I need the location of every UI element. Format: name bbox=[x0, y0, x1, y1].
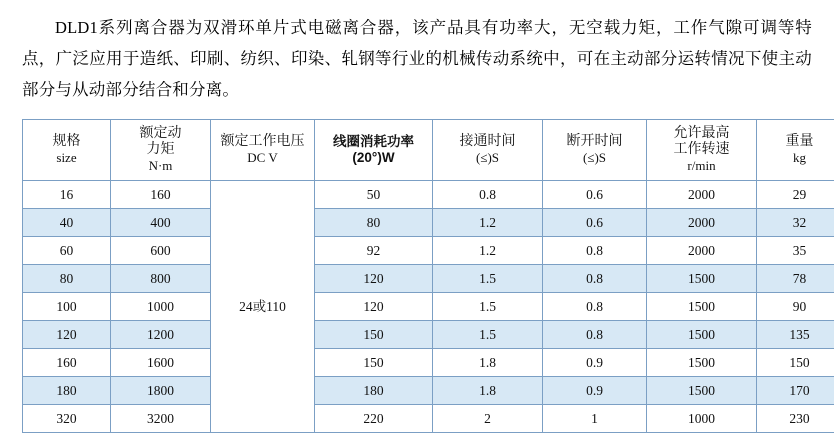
table-body bbox=[23, 181, 834, 433]
header-coil-power: 线圈消耗功率 (20°)W bbox=[315, 120, 433, 181]
cell-engage-time: 1.5 bbox=[433, 293, 543, 321]
cell-release-time: 0.8 bbox=[543, 237, 647, 265]
cell-coil-power: 92 bbox=[315, 237, 433, 265]
cell-release-time: 0.8 bbox=[543, 293, 647, 321]
table-row bbox=[23, 321, 834, 349]
header-release-time: 断开时间 (≤)S bbox=[543, 120, 647, 181]
cell-coil-power: 80 bbox=[315, 209, 433, 237]
cell-rated-voltage: 24或110 bbox=[211, 181, 315, 433]
intro-paragraph: DLD1系列离合器为双滑环单片式电磁离合器，该产品具有功率大，无空载力矩，工作气隙可调等特点，广泛应用于造纸、印刷、纺织、印染、轧钢等行业的机械传动系统中，可在主动部分运转情况下使主动部分与从动部分结合和分离。 bbox=[22, 18, 812, 99]
table-row bbox=[23, 265, 834, 293]
cell-coil-power: 220 bbox=[315, 405, 433, 433]
cell-weight: 150 bbox=[757, 349, 834, 377]
cell-rated-torque: 1000 bbox=[111, 293, 211, 321]
cell-engage-time: 2 bbox=[433, 405, 543, 433]
table-row bbox=[23, 377, 834, 405]
header-size: 规格 size bbox=[23, 120, 111, 181]
cell-size: 60 bbox=[23, 237, 111, 265]
cell-coil-power: 50 bbox=[315, 181, 433, 209]
cell-coil-power: 180 bbox=[315, 377, 433, 405]
table-row bbox=[23, 181, 834, 209]
cell-release-time: 0.9 bbox=[543, 349, 647, 377]
cell-max-speed: 2000 bbox=[647, 209, 757, 237]
table-row bbox=[23, 349, 834, 377]
cell-engage-time: 1.8 bbox=[433, 377, 543, 405]
cell-rated-torque: 400 bbox=[111, 209, 211, 237]
cell-weight: 32 bbox=[757, 209, 834, 237]
cell-rated-torque: 1800 bbox=[111, 377, 211, 405]
cell-release-time: 0.6 bbox=[543, 181, 647, 209]
cell-weight: 78 bbox=[757, 265, 834, 293]
cell-size: 160 bbox=[23, 349, 111, 377]
cell-size: 40 bbox=[23, 209, 111, 237]
cell-max-speed: 2000 bbox=[647, 181, 757, 209]
cell-max-speed: 1500 bbox=[647, 293, 757, 321]
cell-weight: 135 bbox=[757, 321, 834, 349]
cell-rated-torque: 160 bbox=[111, 181, 211, 209]
cell-coil-power: 150 bbox=[315, 321, 433, 349]
cell-release-time: 0.9 bbox=[543, 377, 647, 405]
table-row bbox=[23, 237, 834, 265]
cell-max-speed: 1500 bbox=[647, 349, 757, 377]
header-weight: 重量 kg bbox=[757, 120, 834, 181]
cell-size: 180 bbox=[23, 377, 111, 405]
header-rated-torque: 额定动 力矩 N·m bbox=[111, 120, 211, 181]
cell-engage-time: 1.5 bbox=[433, 321, 543, 349]
cell-weight: 35 bbox=[757, 237, 834, 265]
cell-size: 320 bbox=[23, 405, 111, 433]
cell-release-time: 0.8 bbox=[543, 321, 647, 349]
cell-rated-torque: 800 bbox=[111, 265, 211, 293]
header-rated-voltage: 额定工作电压 DC V bbox=[211, 120, 315, 181]
cell-max-speed: 1000 bbox=[647, 405, 757, 433]
cell-max-speed: 1500 bbox=[647, 377, 757, 405]
cell-size: 16 bbox=[23, 181, 111, 209]
cell-max-speed: 1500 bbox=[647, 265, 757, 293]
cell-release-time: 0.8 bbox=[543, 265, 647, 293]
cell-size: 80 bbox=[23, 265, 111, 293]
cell-max-speed: 2000 bbox=[647, 237, 757, 265]
cell-rated-torque: 3200 bbox=[111, 405, 211, 433]
cell-release-time: 0.6 bbox=[543, 209, 647, 237]
cell-coil-power: 120 bbox=[315, 265, 433, 293]
cell-weight: 90 bbox=[757, 293, 834, 321]
cell-rated-torque: 600 bbox=[111, 237, 211, 265]
cell-weight: 29 bbox=[757, 181, 834, 209]
table-row bbox=[23, 293, 834, 321]
cell-coil-power: 120 bbox=[315, 293, 433, 321]
cell-weight: 170 bbox=[757, 377, 834, 405]
cell-coil-power: 150 bbox=[315, 349, 433, 377]
header-max-speed: 允许最高 工作转速 r/min bbox=[647, 120, 757, 181]
cell-engage-time: 1.8 bbox=[433, 349, 543, 377]
cell-engage-time: 1.5 bbox=[433, 265, 543, 293]
cell-size: 100 bbox=[23, 293, 111, 321]
cell-weight: 230 bbox=[757, 405, 834, 433]
table-header bbox=[23, 120, 834, 181]
cell-rated-torque: 1200 bbox=[111, 321, 211, 349]
specification-table bbox=[22, 119, 834, 433]
cell-release-time: 1 bbox=[543, 405, 647, 433]
cell-max-speed: 1500 bbox=[647, 321, 757, 349]
cell-rated-torque: 1600 bbox=[111, 349, 211, 377]
cell-engage-time: 1.2 bbox=[433, 209, 543, 237]
cell-size: 120 bbox=[23, 321, 111, 349]
table-row bbox=[23, 209, 834, 237]
table-header-row bbox=[23, 120, 834, 181]
header-engage-time: 接通时间 (≤)S bbox=[433, 120, 543, 181]
table-row bbox=[23, 405, 834, 433]
cell-engage-time: 1.2 bbox=[433, 237, 543, 265]
cell-engage-time: 0.8 bbox=[433, 181, 543, 209]
